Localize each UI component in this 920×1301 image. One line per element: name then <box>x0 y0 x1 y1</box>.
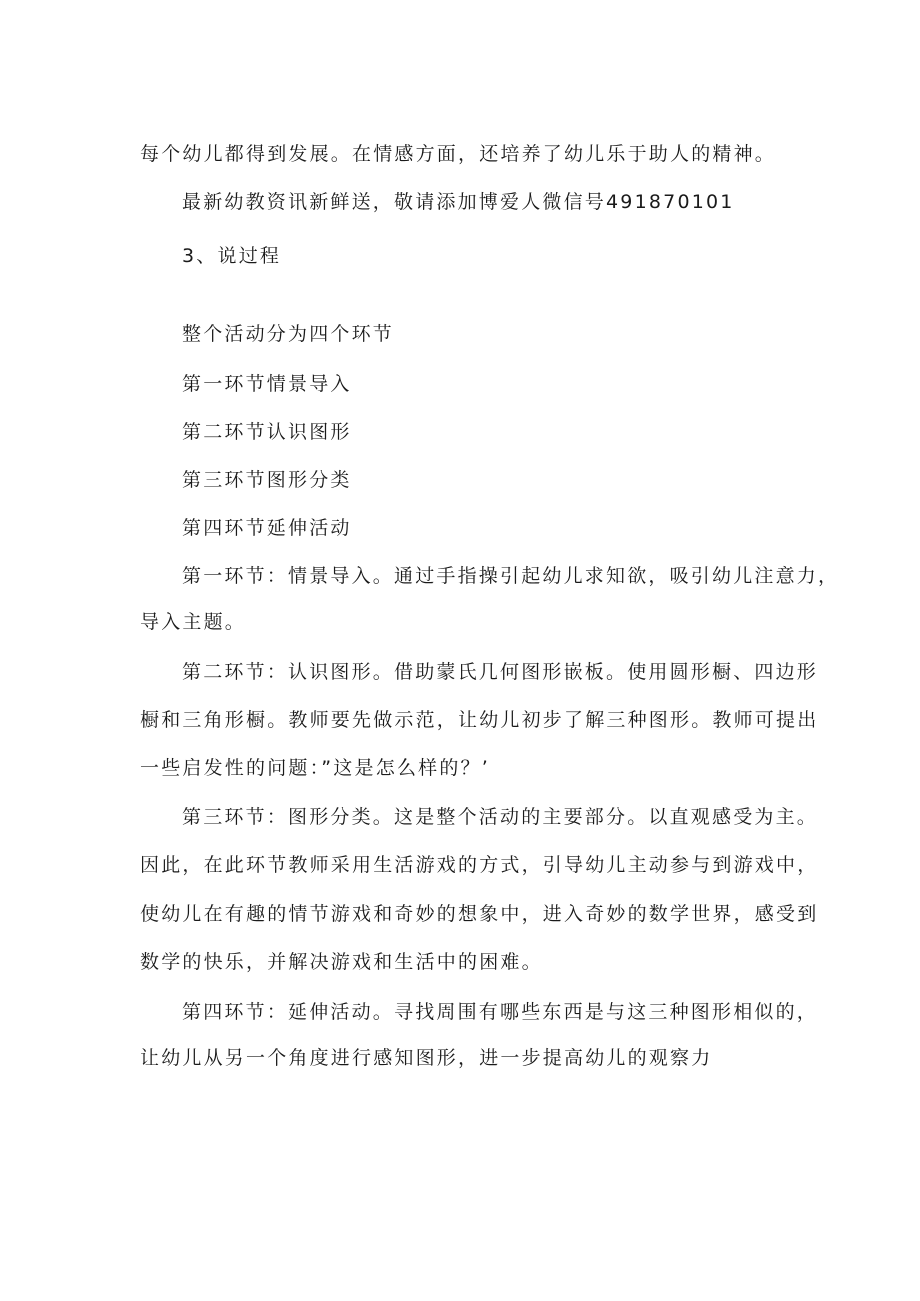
paragraph-line: 第四环节：延伸活动。寻找周围有哪些东西是与这三种图形相似的， <box>182 1001 819 1023</box>
list-item: 第三环节图形分类 <box>182 469 352 491</box>
paragraph-line: 每个幼儿都得到发展。在情感方面，还培养了幼儿乐于助人的精神。 <box>140 143 777 165</box>
paragraph-line: 因此，在此环节教师采用生活游戏的方式，引导幼儿主动参与到游戏中， <box>140 854 819 876</box>
paragraph-line: 使幼儿在有趣的情节游戏和奇妙的想象中，进入奇妙的数学世界，感受到 <box>140 903 819 925</box>
wechat-notice: 最新幼教资讯新鲜送，敬请添加博爱人微信号491870101 <box>182 191 735 213</box>
paragraph-line: 一些启发性的问题：”这是怎么样的？’ <box>140 757 490 779</box>
paragraph-line: 让幼儿从另一个角度进行感知图形，进一步提高幼儿的观察力 <box>140 1047 713 1069</box>
list-item: 第四环节延伸活动 <box>182 517 352 539</box>
list-item: 第一环节情景导入 <box>182 373 352 395</box>
section-heading: 3、说过程 <box>182 245 282 267</box>
paragraph-line: 橱和三角形橱。教师要先做示范，让幼儿初步了解三种图形。教师可提出 <box>140 709 819 731</box>
paragraph-line: 第一环节：情景导入。通过手指操引起幼儿求知欲，吸引幼儿注意力， <box>182 565 840 587</box>
paragraph-line: 整个活动分为四个环节 <box>182 323 395 345</box>
paragraph-line: 第三环节：图形分类。这是整个活动的主要部分。以直观感受为主。 <box>182 806 819 828</box>
list-item: 第二环节认识图形 <box>182 421 352 443</box>
paragraph-line: 第二环节：认识图形。借助蒙氏几何图形嵌板。使用圆形橱、四边形 <box>182 661 819 683</box>
paragraph-line: 数学的快乐，并解决游戏和生活中的困难。 <box>140 951 543 973</box>
paragraph-line: 导入主题。 <box>140 611 247 633</box>
